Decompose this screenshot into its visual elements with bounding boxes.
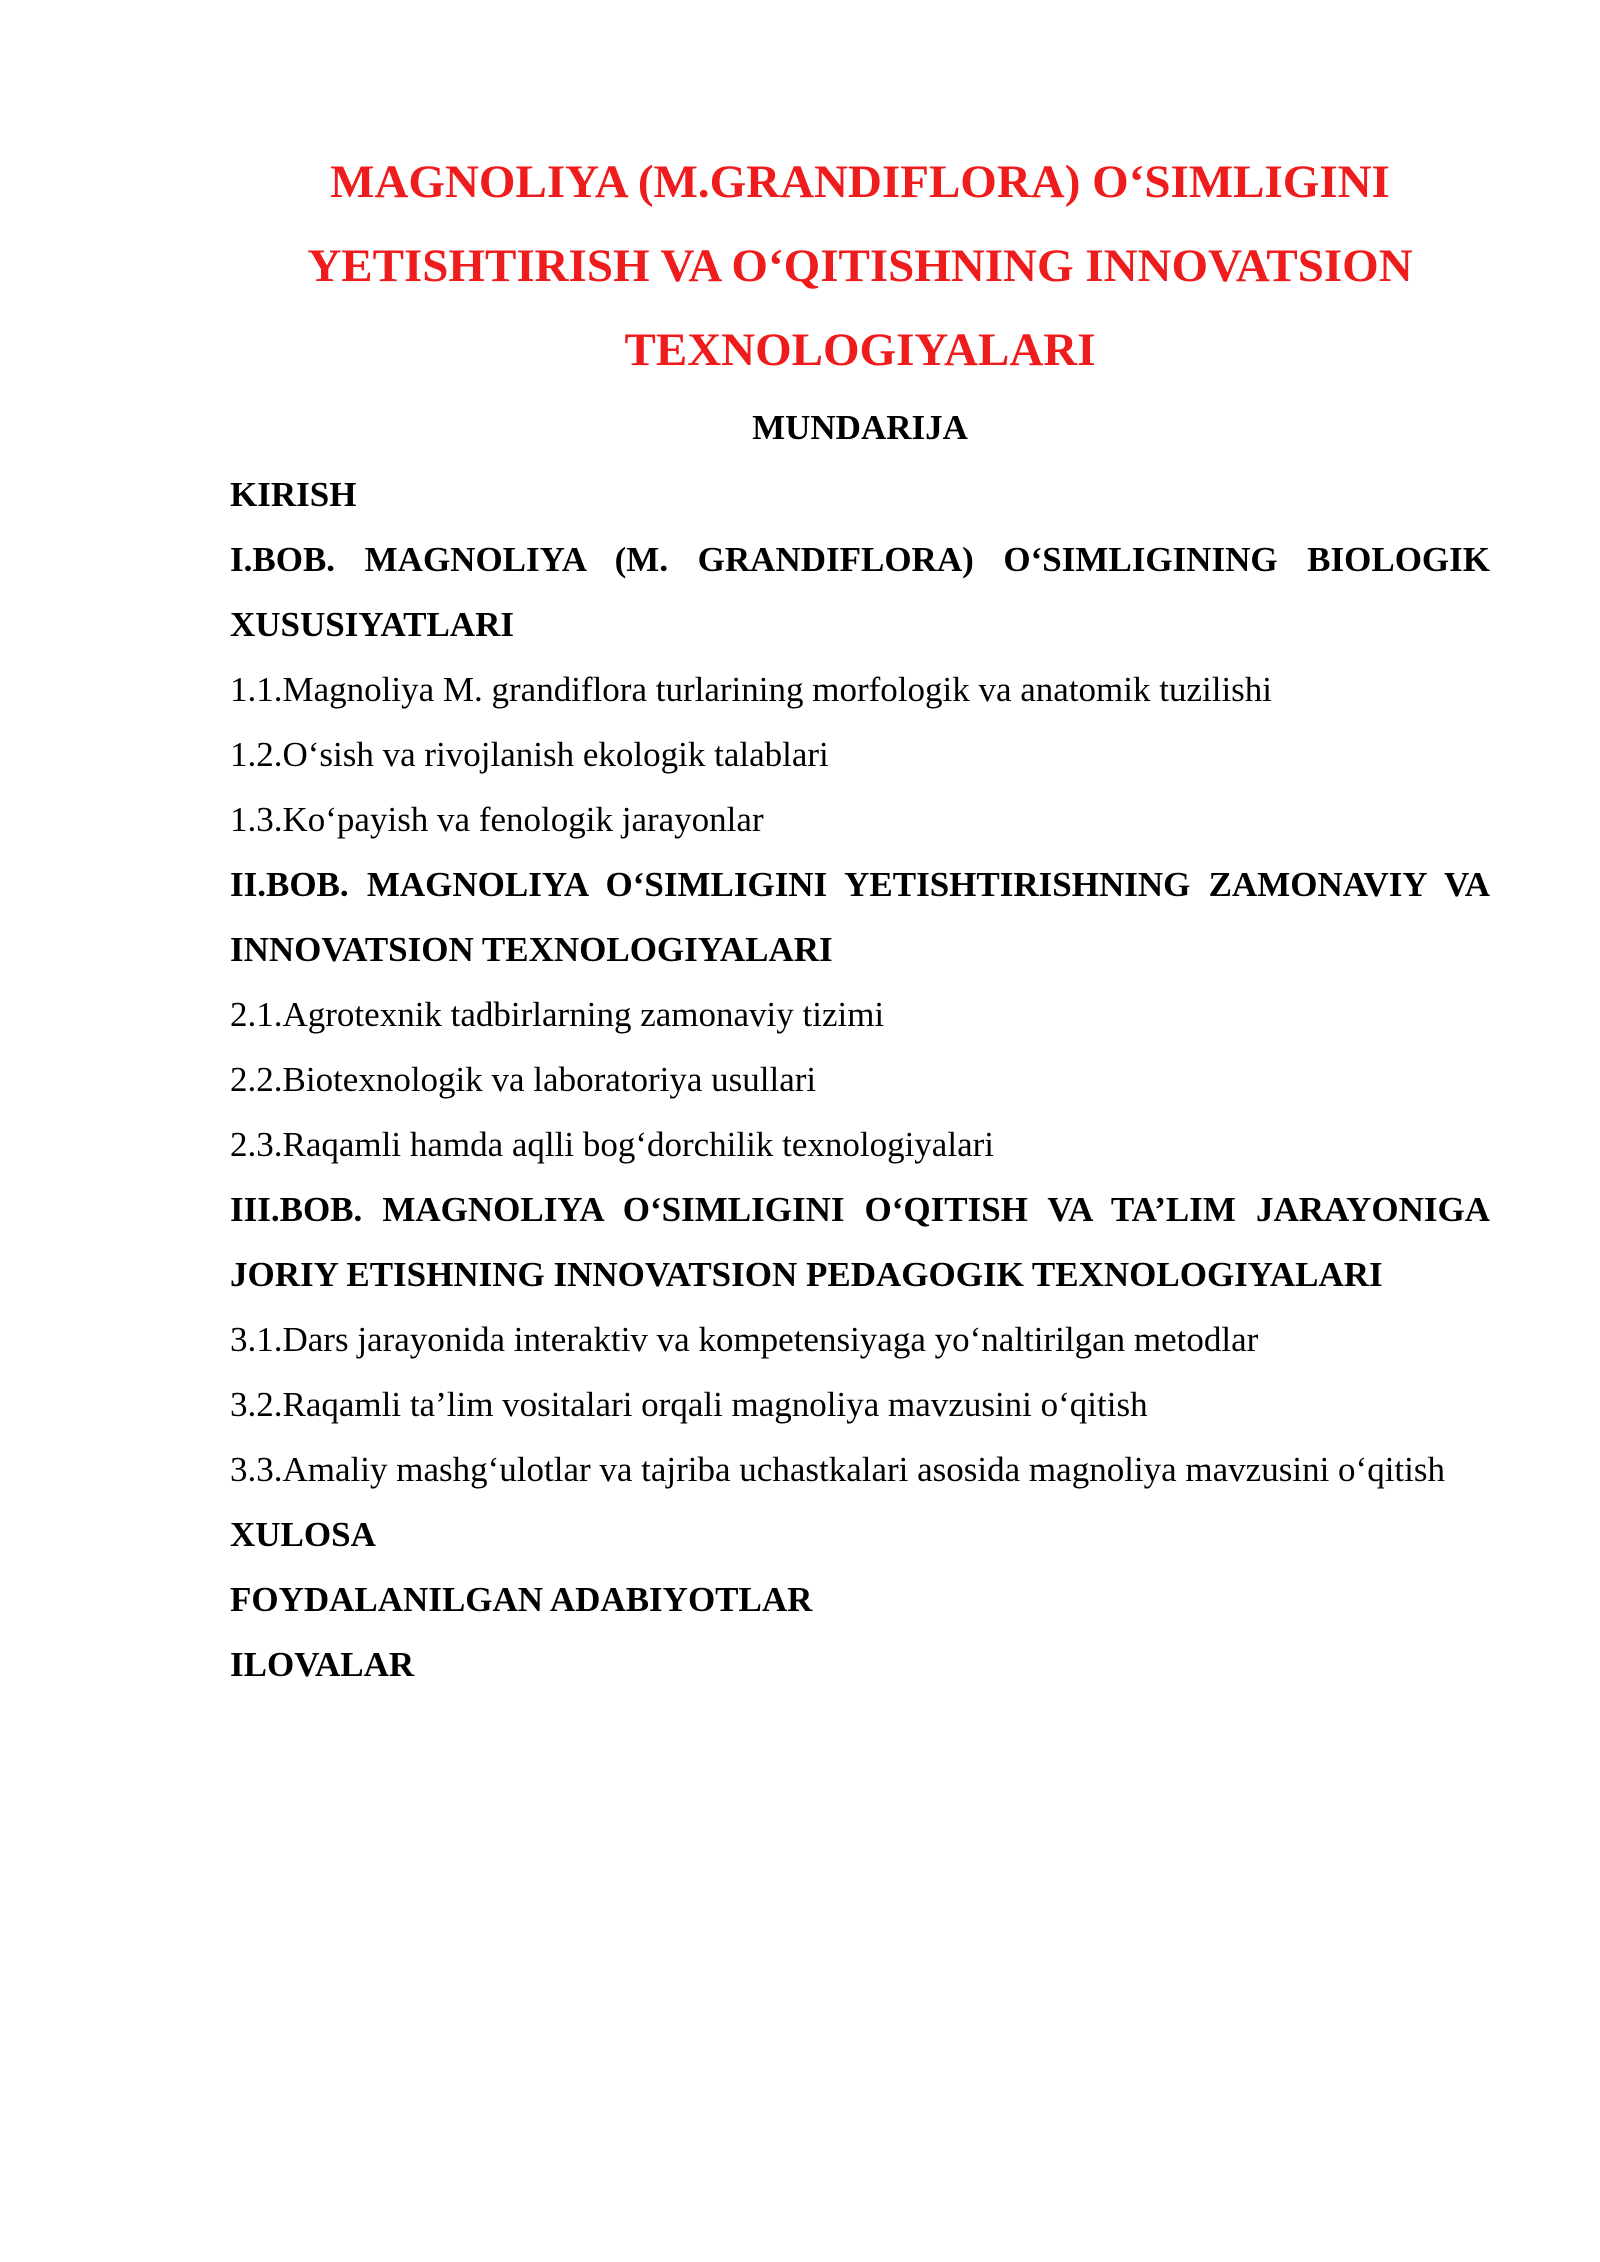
toc-entry-conclusion: XULOSA: [230, 1515, 376, 1554]
title-line: MAGNOLIYA (M.GRANDIFLORA) O‘SIMLIGINI: [330, 156, 1390, 208]
toc-entry-section-1-1: 1.1.Magnoliya M. grandiflora turlarining morfologik va anatomik tuzilishi: [230, 670, 1273, 709]
toc-entry-section-1-2: 1.2.O‘sish va rivojlanish ekologik talablari: [230, 735, 829, 774]
toc-entry-section-2-2: 2.2.Biotexnologik va laboratoriya usullari: [230, 1060, 817, 1099]
toc-entry-section-1-3: 1.3.Ko‘payish va fenologik jarayonlar: [230, 800, 764, 839]
title-line: YETISHTIRISH VA O‘QITISHNING INNOVATSION: [307, 240, 1413, 292]
toc-entry-section-3-1: 3.1.Dars jarayonida interaktiv va kompetensiyaga yo‘naltirilgan metodlar: [230, 1320, 1259, 1359]
toc-entry-section-3-3: 3.3.Amaliy mashg‘ulotlar va tajriba uchastkalari asosida magnoliya mavzusini o‘qitish: [230, 1450, 1445, 1489]
toc-entry-introduction: KIRISH: [230, 475, 357, 514]
toc-heading: MUNDARIJA: [752, 408, 968, 447]
document-title: [230, 140, 1490, 392]
toc-entry-section-2-3: 2.3.Raqamli hamda aqlli bog‘dorchilik texnologiyalari: [230, 1125, 994, 1164]
toc-entry-chapter-3: III.BOB. MAGNOLIYA O‘SIMLIGINI O‘QITISH VA TA’LIM JARAYONIGA JORIY ETISHNING INNOVATSION PEDAGOGIK TEXNOLOGIYALARI: [230, 1190, 1490, 1294]
toc-entry-appendices: ILOVALAR: [230, 1645, 415, 1684]
table-of-contents: [230, 462, 1490, 1697]
toc-entry-chapter-2: II.BOB. MAGNOLIYA O‘SIMLIGINI YETISHTIRISHNING ZAMONAVIY VA INNOVATSION TEXNOLOGIYALARI: [230, 865, 1490, 969]
title-line: TEXNOLOGIYALARI: [624, 324, 1096, 376]
toc-entry-section-2-1: 2.1.Agrotexnik tadbirlarning zamonaviy tizimi: [230, 995, 885, 1034]
toc-entry-section-3-2: 3.2.Raqamli ta’lim vositalari orqali magnoliya mavzusini o‘qitish: [230, 1385, 1148, 1424]
toc-entry-chapter-1: I.BOB. MAGNOLIYA (M. GRANDIFLORA) O‘SIMLIGINING BIOLOGIK XUSUSIYATLARI: [230, 540, 1490, 644]
toc-entry-references: FOYDALANILGAN ADABIYOTLAR: [230, 1580, 813, 1619]
